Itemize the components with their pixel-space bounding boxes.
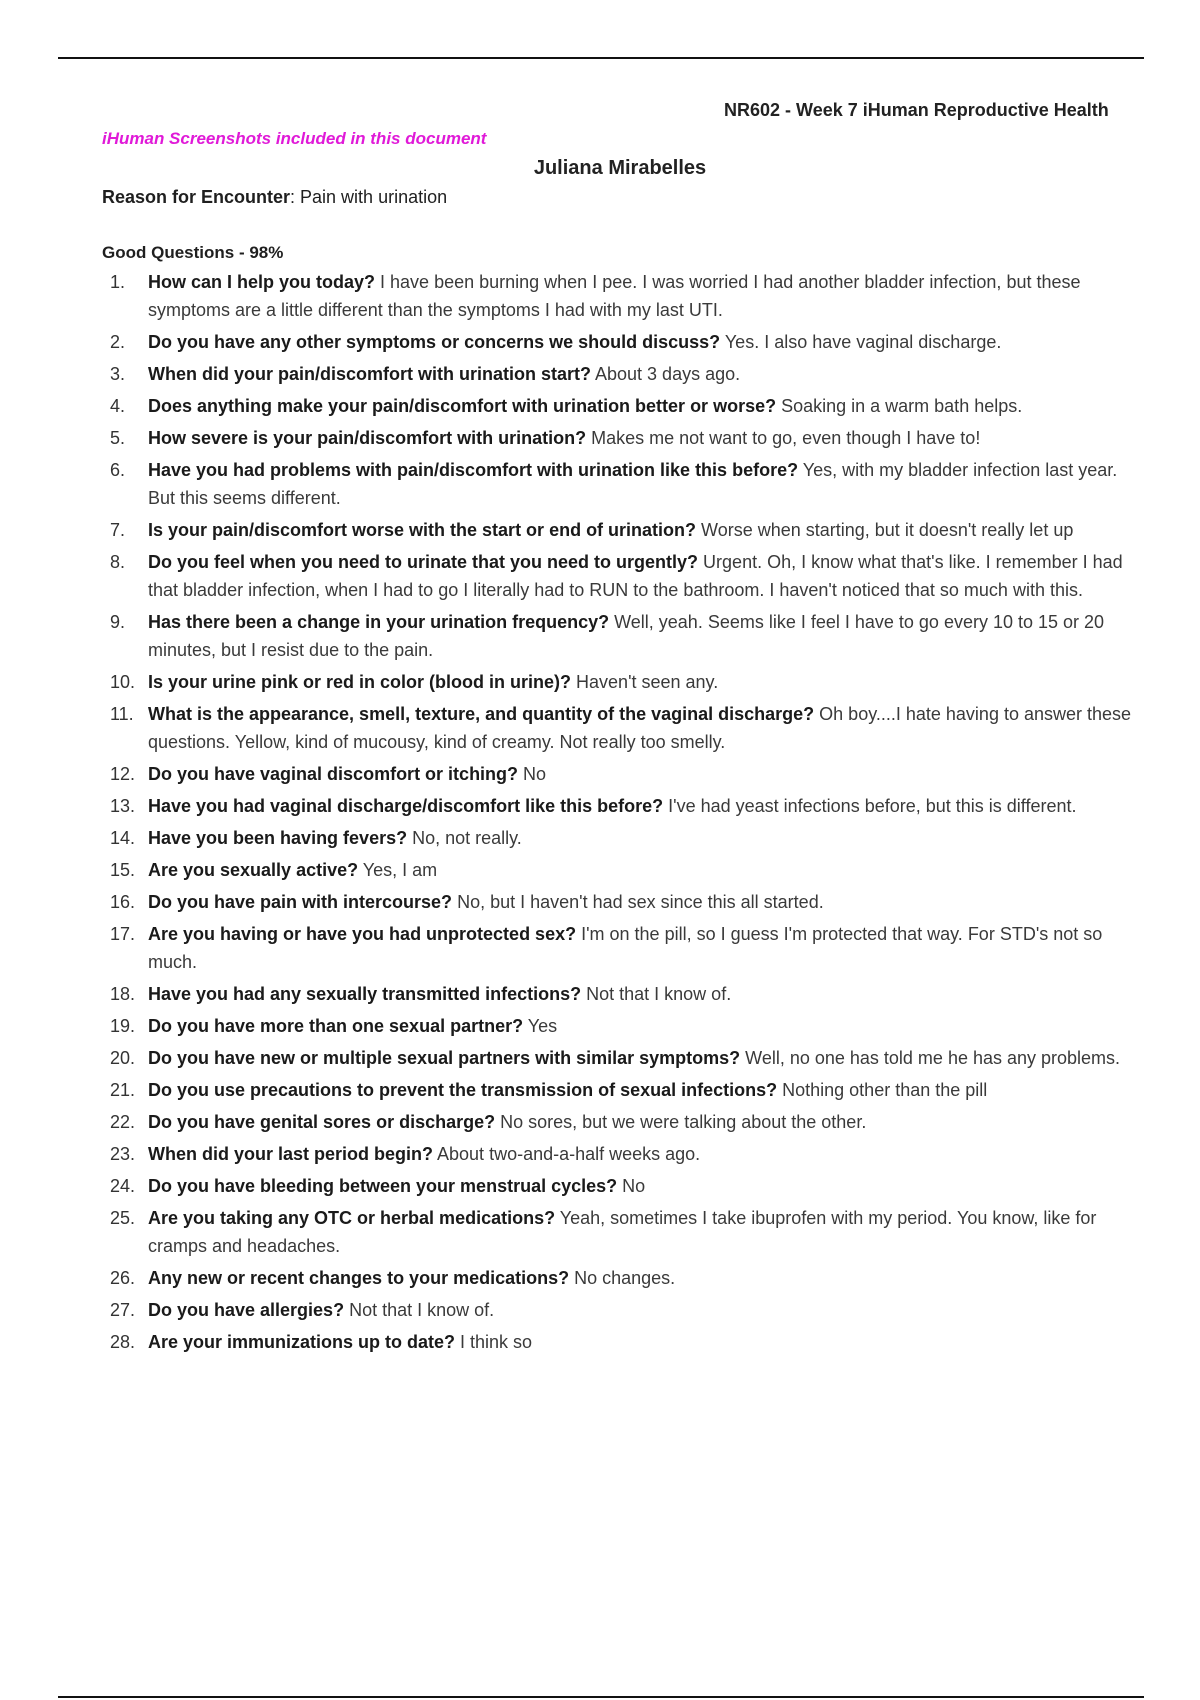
question-number: 22. <box>110 1112 136 1132</box>
question-text <box>148 1140 1142 1168</box>
question: Are your immunizations up to date? <box>148 1332 456 1352</box>
question-number: 5. <box>110 428 126 448</box>
answer: Yes, I am <box>358 860 438 880</box>
question: Are you having or have you had unprotected sex? <box>148 924 577 944</box>
answer: Not that I know of. <box>581 984 732 1004</box>
question-number: 10. <box>110 672 136 692</box>
question-text <box>148 824 1142 852</box>
question-item <box>102 1012 1142 1040</box>
answer: Soaking in a warm bath helps. <box>776 396 1023 416</box>
question: Has there been a change in your urination frequency? <box>148 612 610 632</box>
question-text <box>148 608 1142 664</box>
reason-label: Reason for Encounter <box>102 187 291 207</box>
question-number: 15. <box>110 860 136 880</box>
question-number: 6. <box>110 460 126 480</box>
question-text <box>148 668 1142 696</box>
question-item <box>102 456 1142 512</box>
question: Do you have bleeding between your menstrual cycles? <box>148 1176 618 1196</box>
question-number: 2. <box>110 332 126 352</box>
question-item <box>102 1264 1142 1292</box>
question-text <box>148 456 1142 512</box>
answer: Worse when starting, but it doesn't really let up <box>696 520 1074 540</box>
question: What is the appearance, smell, texture, and quantity of the vaginal discharge? <box>148 704 815 724</box>
question-text <box>148 888 1142 916</box>
question-number: 19. <box>110 1016 136 1036</box>
question-item <box>102 1204 1142 1260</box>
answer: Oh boy....I hate having to answer these questions. Yellow, kind of mucousy, kind of creamy. Not really too smelly. <box>148 704 1132 752</box>
question-item <box>102 920 1142 976</box>
question: Do you have allergies? <box>148 1300 345 1320</box>
question-number: 1. <box>110 272 126 292</box>
question: When did your last period begin? <box>148 1144 434 1164</box>
question-number: 12. <box>110 764 136 784</box>
question-text <box>148 360 1142 388</box>
answer: Not that I know of. <box>344 1300 495 1320</box>
question-text <box>148 792 1142 820</box>
question-number: 4. <box>110 396 126 416</box>
question-text <box>148 1012 1142 1040</box>
question: Do you have pain with intercourse? <box>148 892 453 912</box>
answer: Yeah, sometimes I take ibuprofen with my period. You know, like for cramps and headaches. <box>148 1208 1097 1256</box>
question-text <box>148 548 1142 604</box>
question: Do you feel when you need to urinate that you need to urgently? <box>148 552 699 572</box>
question-item <box>102 1296 1142 1324</box>
question-text <box>148 1204 1142 1260</box>
answer: Yes <box>523 1016 558 1036</box>
answer: Yes, with my bladder infection last year. But this seems different. <box>148 460 1118 508</box>
answer: Nothing other than the pill <box>777 1080 988 1100</box>
patient-name: Juliana Mirabelles <box>533 157 707 179</box>
question: Is your urine pink or red in color (blood in urine)? <box>148 672 572 692</box>
question: Are you taking any OTC or herbal medications? <box>148 1208 556 1228</box>
question: Do you use precautions to prevent the transmission of sexual infections? <box>148 1080 778 1100</box>
question: Have you had vaginal discharge/discomfort like this before? <box>148 796 664 816</box>
question-number: 9. <box>110 612 126 632</box>
question-item <box>102 1108 1142 1136</box>
question: How severe is your pain/discomfort with urination? <box>148 428 587 448</box>
top-rule <box>58 57 1144 59</box>
question: Do you have any other symptoms or concerns we should discuss? <box>148 332 721 352</box>
question: When did your pain/discomfort with urination start? <box>148 364 591 384</box>
question-number: 21. <box>110 1080 136 1100</box>
question-item <box>102 392 1142 420</box>
answer: Makes me not want to go, even though I have to! <box>586 428 981 448</box>
question-number: 26. <box>110 1268 136 1288</box>
question-number: 18. <box>110 984 136 1004</box>
answer: Haven't seen any. <box>571 672 719 692</box>
section-title: Good Questions - 98% <box>102 243 284 262</box>
question-item <box>102 328 1142 356</box>
question-text <box>148 1108 1142 1136</box>
question-number: 8. <box>110 552 126 572</box>
question: Do you have new or multiple sexual partners with similar symptoms? <box>148 1048 741 1068</box>
question-text <box>148 1328 1142 1356</box>
question-list <box>102 268 1142 1360</box>
question-item <box>102 1140 1142 1168</box>
answer: No, but I haven't had sex since this all started. <box>452 892 824 912</box>
question-text <box>148 328 1142 356</box>
question-item <box>102 760 1142 788</box>
question-item <box>102 888 1142 916</box>
question-item <box>102 1328 1142 1356</box>
answer: No sores, but we were talking about the other. <box>495 1112 867 1132</box>
question-item <box>102 516 1142 544</box>
question-text <box>148 856 1142 884</box>
question-text <box>148 268 1142 324</box>
question: Do you have vaginal discomfort or itching? <box>148 764 519 784</box>
answer: About 3 days ago. <box>591 364 741 384</box>
question-number: 23. <box>110 1144 136 1164</box>
question: Have you been having fevers? <box>148 828 408 848</box>
question-text <box>148 1264 1142 1292</box>
question-item <box>102 1172 1142 1200</box>
question-number: 20. <box>110 1048 136 1068</box>
question-item <box>102 268 1142 324</box>
question: Do you have more than one sexual partner? <box>148 1016 524 1036</box>
question: Is your pain/discomfort worse with the start or end of urination? <box>148 520 697 540</box>
answer: No <box>617 1176 646 1196</box>
question-number: 25. <box>110 1208 136 1228</box>
question-text <box>148 700 1142 756</box>
screenshots-note: iHuman Screenshots included in this document <box>102 129 487 148</box>
question-item <box>102 1044 1142 1072</box>
question-number: 13. <box>110 796 136 816</box>
question: Any new or recent changes to your medications? <box>148 1268 570 1288</box>
question-text <box>148 516 1142 544</box>
question-text <box>148 1044 1142 1072</box>
question-text <box>148 392 1142 420</box>
question: Does anything make your pain/discomfort with urination better or worse? <box>148 396 777 416</box>
answer: I'm on the pill, so I guess I'm protected that way. For STD's not so much. <box>148 924 1103 972</box>
question-item <box>102 980 1142 1008</box>
bottom-rule <box>58 1696 1144 1698</box>
answer: About two-and-a-half weeks ago. <box>433 1144 701 1164</box>
question-item <box>102 608 1142 664</box>
question: Have you had problems with pain/discomfort with urination like this before? <box>148 460 799 480</box>
question: Do you have genital sores or discharge? <box>148 1112 496 1132</box>
answer: No <box>518 764 547 784</box>
question-number: 28. <box>110 1332 136 1352</box>
question-item <box>102 792 1142 820</box>
course-title: NR602 - Week 7 iHuman Reproductive Health <box>724 100 1109 120</box>
question-item <box>102 700 1142 756</box>
answer: I have been burning when I pee. I was worried I had another bladder infection, but these symptoms are a little different than the symptoms I had with my last UTI. <box>148 272 1081 320</box>
question-text <box>148 424 1142 452</box>
question-item <box>102 1076 1142 1104</box>
answer: No changes. <box>569 1268 676 1288</box>
question-number: 11. <box>110 704 134 724</box>
question-text <box>148 760 1142 788</box>
answer: Well, no one has told me he has any problems. <box>740 1048 1121 1068</box>
question-item <box>102 548 1142 604</box>
question-text <box>148 1296 1142 1324</box>
question-item <box>102 824 1142 852</box>
question-text <box>148 920 1142 976</box>
question-number: 3. <box>110 364 126 384</box>
answer: No, not really. <box>407 828 522 848</box>
answer: I've had yeast infections before, but this is different. <box>663 796 1077 816</box>
question-number: 27. <box>110 1300 136 1320</box>
answer: Urgent. Oh, I know what that's like. I remember I had that bladder infection, when I had to go I literally had to RUN to the bathroom. I haven't noticed that so much with this. <box>148 552 1123 600</box>
reason-value: : Pain with urination <box>290 187 448 207</box>
question-number: 7. <box>110 520 126 540</box>
question-number: 17. <box>110 924 136 944</box>
question-item <box>102 668 1142 696</box>
question: How can I help you today? <box>148 272 376 292</box>
question-number: 24. <box>110 1176 136 1196</box>
reason-for-encounter <box>102 187 447 208</box>
answer: Yes. I also have vaginal discharge. <box>720 332 1002 352</box>
question-number: 14. <box>110 828 136 848</box>
answer: I think so <box>455 1332 533 1352</box>
question-item <box>102 360 1142 388</box>
question: Have you had any sexually transmitted infections? <box>148 984 582 1004</box>
question: Are you sexually active? <box>148 860 359 880</box>
question-item <box>102 856 1142 884</box>
question-text <box>148 980 1142 1008</box>
answer: Well, yeah. Seems like I feel I have to go every 10 to 15 or 20 minutes, but I resist due to the pain. <box>148 612 1105 660</box>
question-item <box>102 424 1142 452</box>
question-number: 16. <box>110 892 136 912</box>
question-text <box>148 1076 1142 1104</box>
question-text <box>148 1172 1142 1200</box>
